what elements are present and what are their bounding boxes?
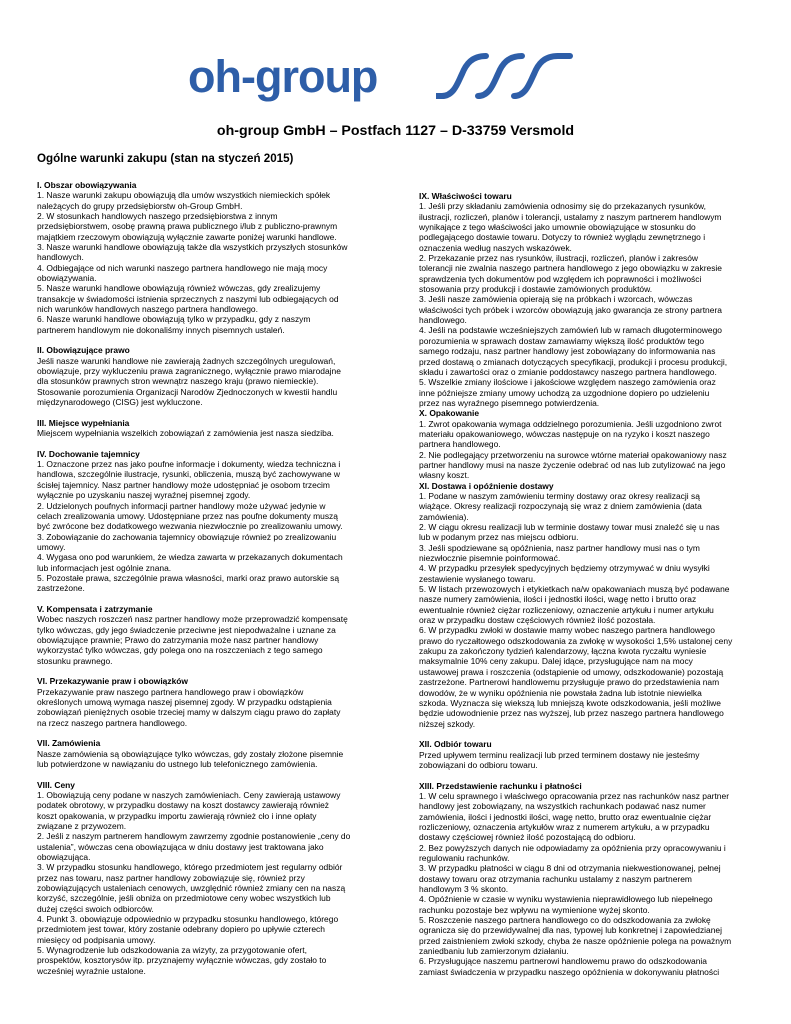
section-body: Przed upływem terminu realizacji lub przed terminem dostawy nie jesteśmy zobowiązani do odbioru towaru. [419, 749, 700, 770]
section [37, 604, 404, 666]
section [37, 418, 404, 439]
section-body: 1. Oznaczone przez nas jako poufne informacje i dokumenty, wiedza techniczna i handlowa, szczególnie ilustracje, rysunki, obliczenia, muszą być zachowywane w ścisłej tajemnicy. Nasz partner handlowy może udostępniać je osobom trzecim wyłącznie po uzyskaniu naszej wyraźnej pisemnej zgody. 2. Udzielonych poufnych informacji partner handlowy może używać jedynie w celach zrealizowania umowy. Udostępniane przez nas poufne dokumenty muszą być zwrócone bez dodatkowego wezwania niezwłocznie po zrealizowaniu umowy. 3. Zobowiązanie do zachowania tajemnicy obowiązuje również po zrealizowaniu umowy. 4. Wygasa ono pod warunkiem, że wiedza zawarta w przekazanych dokumentach lub informacjach jest ogólnie znana. 5. Pozostałe prawa, szczególnie prawa własności, marki oraz prawo autorskie są zastrzeżone. [37, 459, 343, 594]
section-body: Jeśli nasze warunki handlowe nie zawierają żadnych szczególnych uregulowań, obowiązuje, przy wykluczeniu prawa zagranicznego, wyłącznie prawo miarodajne dla stosunków prawnych stron wewnątrz naszego kraju (prawo niemieckie). Stosowanie porozumienia Organizacji Narodów Zjednoczonych w kwestii handlu międzynarodowego (CISG) jest wykluczone. [37, 355, 341, 408]
section [419, 191, 765, 408]
section [37, 180, 404, 335]
section-heading: VI. Przekazywanie praw i obowiązków [37, 676, 188, 687]
section [37, 676, 404, 728]
section-heading: XI. Dostawa i opóźnienie dostawy [419, 480, 554, 491]
company-logo [188, 48, 578, 106]
left-column [37, 180, 404, 986]
section-heading: I. Obszar obowiązywania [37, 180, 137, 190]
section-heading: XII. Odbiór towaru [419, 739, 492, 750]
section [419, 408, 765, 480]
section-body: Przekazywanie praw naszego partnera handlowego praw i obowiązków określonych umową wymaga naszej pisemnej zgody. W przypadku odstąpienia zobowiązań pieniężnych osobie trzeciej mamy w dalszym ciągu prawo do zapłaty na rzecz naszego partnera handlowego. [37, 686, 341, 728]
section-body: Nasze zamówienia są obowiązujące tylko wówczas, gdy zostały złożone pisemnie lub potwierdzone w nawiązaniu do ustnego lub telefonicznego zamówienia. [37, 748, 344, 769]
section-heading: II. Obowiązujące prawo [37, 345, 130, 356]
section-body: 1. Podane w naszym zamówieniu terminy dostawy oraz okresy realizacji są wiążące. Okresy realizacji rozpoczynają się wraz z dniem zamówienia (data zamówienia). 2. W ciągu okresu realizacji lub w terminie dostawy towar musi znaleźć się u nas lub w podanym przez nas miejscu odbioru. 3. Jeśli spodziewane są opóźnienia, nasz partner handlowy musi nas o tym niezwłocznie pisemnie poinformować. 4. W przypadku przesyłek spedycyjnych będziemy otrzymywać w dniu wysyłki zestawienie wysłanego towaru. 5. W listach przewozowych i etykietkach na/w opakowaniach muszą być podawane nasze numery zamówienia, ilości i jednostki ilości, wagę netto i brutto oraz ewentualnie również ciężar rozliczeniowy, oznaczenie artykułu i numer artykułu oraz w przypadku dostaw częściowych również ilość pozostała. 6. W przypadku zwłoki w dostawie mamy wobec naszego partnera handlowego prawo do ryczałtowego odszkodowania za zwłokę w wysokości 1,5% ustalonej ceny zakupu za zakończony tydzień kalendarzowy, łączna kwota ryczałtu wyniesie maksymalnie 10% ceny zakupu. Dalej idące, przysługujące nam na mocy ustawowej prawa i roszczenia (odstąpienie od umowy, odszkodowanie) pozostają zastrzeżone. Partnerowi handlowemu przysługuje prawo do przedstawienia nam dowodów, że w wyniku opóźnienia nie powstała żadna lub istotnie niewielka szkoda. Wyznacza się wiekszą lub mniejszą kwote odszkodowania, jeśli możliwe będzie udowodnienie przez nas wyższej, lub przez naszego partnera handlowego niższej szkody. [419, 490, 733, 729]
section-heading: IV. Dochowanie tajemnicy [37, 448, 140, 459]
section-heading: III. Miejsce wypełniania [37, 417, 130, 428]
company-address-line: oh-group GmbH – Postfach 1127 – D-33759 Versmold [216, 123, 575, 139]
logo-wordmark: oh-group [188, 51, 378, 102]
section-heading: VII. Zamówienia [37, 738, 101, 749]
section-body: 1. Nasze warunki zakupu obowiązują dla umów wszystkich niemieckich spółek należących do grupy przedsiębiorstw oh-Group GmbH. 2. W stosunkach handlowych naszego przedsiębiorstwa z innym przedsiębiorstwem, osobę prawną prawa publicznego i/lub z publiczno-prawnym majątkiem rzeczowym obowiązują wyłącznie zawarte poniżej warunki handlowe. 3. Nasze warunki handlowe obowiązują także dla wszystkich przyszłych stosunków handlowych. 4. Odbiegające od nich warunki naszego partnera handlowego nie mają mocy obowiązywania. 5. Nasze warunki handlowe obowiązują również wówczas, gdy zrealizujemy transakcje w świadomości istnienia sprzecznych z naszymi lub odbiegających od nich warunków handlowych naszego partnera handlowego. 6. Nasze warunki handlowe obowiązują tylko w przypadku, gdy z naszym partnerem handlowym nie dokonaliśmy innych pisemnych ustaleń. [37, 190, 348, 335]
right-column [419, 191, 765, 977]
swoosh-logo-icon [436, 52, 576, 100]
section-heading: XIII. Przedstawienie rachunku i płatności [419, 780, 582, 791]
section [419, 781, 765, 978]
section [37, 780, 404, 977]
section-heading: VIII. Ceny [37, 779, 75, 790]
section [37, 738, 404, 769]
section [419, 739, 765, 770]
section-body: Miejscem wypełniania wszelkich zobowiązań z zamówienia jest nasza siedziba. [37, 428, 334, 439]
section-body: 1. W celu sprawnego i właściwego opracowania przez nas rachunków nasz partner handlowy jest zobowiązany, na wszystkich rachunkach podawać nasz numer zamówienia, ilości i jednostki ilości, wagę netto, brutto oraz ewentualnie ciężar rozliczeniowy, oznaczenia artykułów wraz z numerem artykułu, a w przypadku dostawy częściowej również ilość pozostającą do odbioru. 2. Bez powyższych danych nie odpowiadamy za opóźnienia przy opracowywaniu i regulowaniu rachunków. 3. W przypadku płatności w ciągu 8 dni od otrzymania niekwestionowanej, pełnej dostawy towaru oraz otrzymania rachunku ustalamy z naszym partnerem handlowym 3 % skonto. 4. Opóźnienie w czasie w wyniku wystawienia nieprawidłowego lub niepełnego rachunku pozostaje bez wpływu na wymienione wyżej skonto. 5. Roszczenie naszego partnera handlowego co do odszkodowania za zwłokę ogranicza się do przewidywalnej dla nas, typowej lub konkretnej i zapowiedzianej przed zaistnieniem zwłoki szkody, chyba że nasze opóźnienie polega na poważnym zaniedbaniu lub zamierzonym działaniu. 6. Przysługujące naszemu partnerowi handlowemu prawo do odszkodowania zamiast świadczenia w przypadku naszego opóźnienia w dokonywaniu płatności [419, 790, 732, 977]
section [37, 345, 404, 407]
section-body: 1. Zwrot opakowania wymaga oddzielnego porozumienia. Jeśli uzgodniono zwrot materiału opakowaniowego, wówczas następuje on na ryzyko i koszt naszego partnera handlowego. 2. Nie podlegający przetworzeniu na surowce wtórne materiał opakowaniowy nasz partner handlowy musi na nasze życzenie odebrać od nas lub zutylizować na jego własny koszt. [419, 418, 727, 481]
section-body: 1. Jeśli przy składaniu zamówienia odnosimy się do przekazanych rysunków, ilustracji, rozliczeń, planów i tolerancji, ustalamy z naszym partnerem handlowym wynikające z tego właściwości jako umownie obowiązujące w stosunku do podlegającego dostawie towaru. Dotyczy to również wyglądu zewnętrznego i oznaczenia według naszych wskazówek. 2. Przekazanie przez nas rysunków, ilustracji, rozliczeń, planów i zakresów tolerancji nie zwalnia naszego partnera handlowego z jego obowiązku w zakresie sprawdzenia tych dokumentów pod względem ich poprawności i możliwości stosowania przy produkcji i dostawie zamówionych produktów. 3. Jeśli nasze zamówienia opierają się na próbkach i wzorcach, wówczas właściwości tych próbek i wzorców obowiązują jako gwarancja ze strony partnera handlowego. 4. Jeśli na podstawie wcześniejszych zamówień lub w ramach długoterminowego porozumienia w sprawach dostaw zamawiamy większą ilość produktów tego samego rodzaju, nasz partner handlowy jest zobowiązany do informowania nas przed dostawą o zmianach dotyczących specyfikacji, produkcji i procesu produkcji, składu i zawartości oraz o zmianie poddostawcy naszego partnera handlowego. 5. Wszelkie zmiany ilościowe i jakościowe względem naszego zamówienia oraz inne późniejsze zmiany umowy uchodzą za uzgodnione dopiero po udzieleniu przez nas wyraźnego pisemnego potwierdzenia. [419, 201, 728, 408]
section [37, 449, 404, 594]
section-heading: X. Opakowanie [419, 408, 480, 419]
section-heading: V. Kompensata i zatrzymanie [37, 603, 153, 614]
section-body: Wobec naszych roszczeń nasz partner handlowy może przeprowadzić kompensatę tylko wówczas, gdy jego świadczenie przeciwne jest niepodważalne i uznane za obowiązujące prawnie; Prawo do zatrzymania może nasz partner handlowy wykorzystać tylko wówczas, gdy polega ono na roszczeniach z tego samego stosunku prawnego. [37, 614, 348, 666]
document-title: Ogólne warunki zakupu (stan na styczeń 2015) [37, 152, 294, 165]
section-heading: IX. Właściwości towaru [419, 191, 512, 201]
section-body: 1. Obowiązują ceny podane w naszych zamówieniach. Ceny zawierają ustawowy podatek obrotowy, w przypadku dostawy na koszt dostawcy zawierają również koszt opakowania, w przypadku importu zawierają również cło i inne opłaty związane z przywozem. 2. Jeśli z naszym partnerem handlowym zawrzemy zgodnie postanowienie „ceny do ustalenia”, wówczas cena obowiązująca w dniu dostawy jest traktowana jako obowiązująca. 3. W przypadku stosunku handlowego, którego przedmiotem jest regularny odbiór przez nas towaru, nasz partner handlowy zobowiązuje się, również przy zobowiązujących ustaleniach cenowych, uwzględnić również zmiany cen na naszą korzyść, szczególnie, jeśli obniża on przedmiotowe ceny wobec wszystkich lub dużej części swoich odbiorców. 4. Punkt 3. obowiązuje odpowiednio w przypadku stosunku handlowego, którego przedmiotem jest towar, który zostanie odebrany dopiero po upływie czterech miesięcy od podpisania umowy. 5. Wynagrodzenie lub odszkodowania za wizyty, za przygotowanie ofert, prospektów, kosztorysów itp. przyznajemy wyłącznie wówczas, gdy zostało to wcześniej wyraźnie ustalone. [37, 789, 351, 976]
section [419, 481, 765, 729]
